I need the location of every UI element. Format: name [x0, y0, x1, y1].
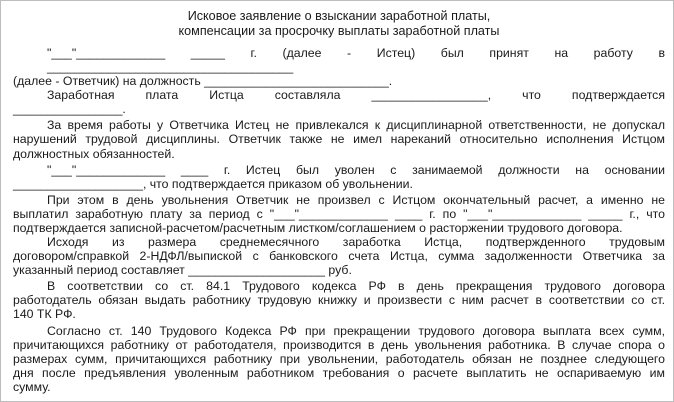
paragraph-debt [13, 235, 665, 277]
text-line: дня после предъявления уволенным работником требования о расчете выплатить не оспариваемую им [13, 366, 665, 381]
text-line: указанный период составляет ____________________ руб. [13, 262, 352, 277]
text-line: работодатель обязан выдать работнику трудовую книжку и произвести с ним расчет в соответствии со ст. [13, 292, 665, 307]
text-line: В соответствии со ст. 84.1 Трудового кодекса РФ в день прекращения трудового договора [47, 278, 665, 293]
text-line: выплатил заработную плату за период с "___"_____________ ____ г. по "___"_____________ _____ г., что [13, 206, 665, 221]
text-line: договором/справкой 2-НДФЛ/выпиской с банковского счета Истца, сумма задолженности Ответчика за [13, 248, 665, 263]
text-line: При этом в день увольнения Ответчик не произвел с Истцом окончательный расчет, а именно не [47, 192, 665, 207]
text-line: подтверждается записной-расчетом/расчетным листком/соглашением о расторжении трудового договора. [13, 220, 623, 235]
paragraph-article-84 [13, 279, 665, 321]
paragraph-hire [13, 46, 665, 88]
text-line: должностных обязанностей. [13, 146, 175, 161]
text-line: сумму. [13, 380, 51, 395]
paragraph-dismissal [13, 163, 665, 191]
title-line-2: компенсации за просрочку выплаты заработной платы [178, 23, 500, 38]
text-line: "___"_____________ _____ г. (далее - Истец) был принят на работу в ____________________________________ [47, 46, 665, 75]
paragraph-article-140 [13, 324, 665, 394]
text-line: ___________________, что подтверждается приказом об увольнении. [13, 176, 413, 191]
text-line: размерах сумм, причитающихся работнику при увольнении, работодатель обязан не позднее следующего [13, 352, 665, 367]
text-line: (далее - Ответчик) на должность ___________________________. [13, 74, 393, 89]
text-line: Заработная плата Истца составляла _________________, что подтверждается [47, 88, 665, 103]
paragraph-discipline [13, 118, 665, 160]
text-line: Исходя из размера среднемесячного заработка Истца, подтвержденного трудовым [47, 234, 665, 249]
paragraph-settlement [13, 193, 665, 235]
paragraph-salary [13, 88, 665, 116]
text-line: причитающихся работнику от работодателя, производится в день увольнения работника. В случае спора о [13, 338, 665, 353]
text-line: "___"_____________ ____ г. Истец был уволен с занимаемой должности на основании [47, 162, 665, 177]
text-line: 140 ТК РФ. [13, 307, 76, 322]
text-line: нарушений трудовой дисциплины. Ответчик также не имел нареканий относительно исполнения Истцом [13, 132, 665, 147]
document-body [13, 9, 665, 394]
text-line: ________________. [13, 102, 126, 117]
text-line: За время работы у Ответчика Истец не привлекался к дисциплинарной ответственности, не допускал [47, 118, 665, 133]
title-line-1: Исковое заявление о взыскании заработной платы, [187, 9, 491, 23]
document-title [13, 9, 665, 38]
text-line: Согласно ст. 140 Трудового Кодекса РФ при прекращении трудового договора выплата всех сумм, [47, 324, 665, 339]
